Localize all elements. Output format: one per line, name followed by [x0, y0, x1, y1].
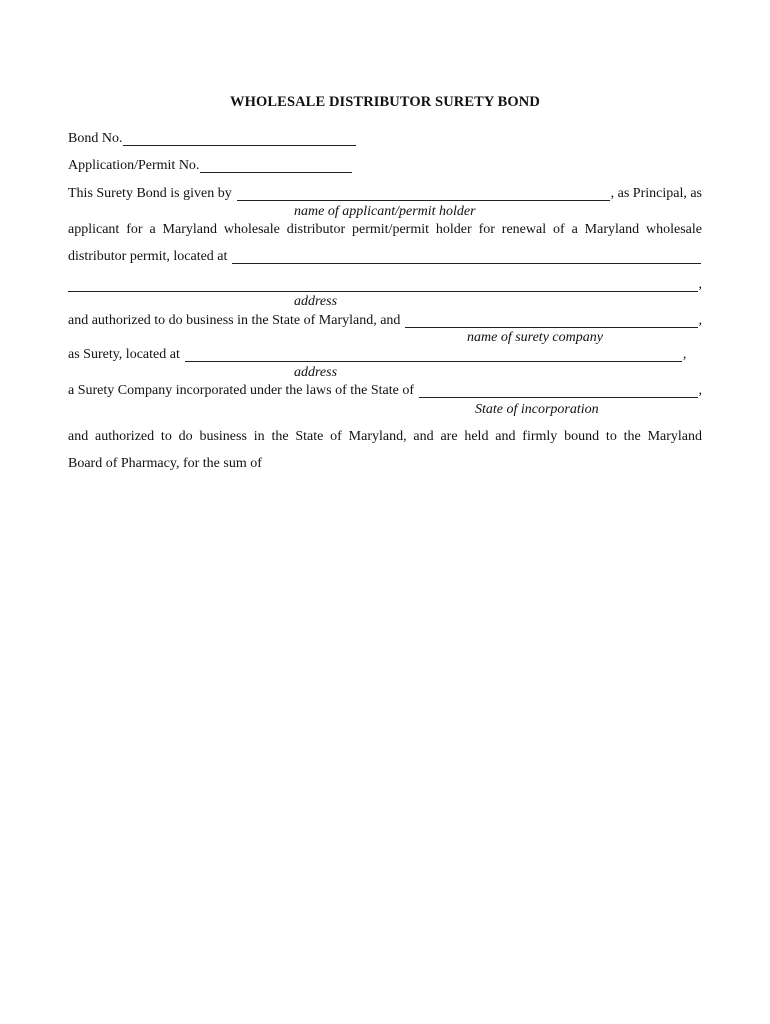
caption-address-2: address — [294, 365, 338, 380]
caption-state: State of incorporation — [475, 402, 599, 417]
applicant-line-row — [68, 221, 702, 239]
given-by-suffix: , as Principal, as — [610, 186, 702, 201]
board-text: Board of Pharmacy, for the sum of — [68, 456, 262, 471]
caption-address-1: address — [294, 294, 338, 309]
application-permit-label: Application/Permit No. — [68, 158, 200, 173]
given-by-prefix: This Surety Bond is given by — [68, 186, 232, 201]
applicant-address-field-1[interactable] — [232, 250, 701, 264]
bond-no-row — [68, 130, 702, 148]
caption-applicant: name of applicant/permit holder — [294, 204, 476, 219]
address-line-row — [68, 276, 702, 294]
caption-surety-company: name of surety company — [467, 330, 603, 345]
application-permit-row — [68, 157, 702, 175]
authorized-row — [68, 312, 702, 330]
held-bound-text: and authorized to do business in the State of Maryland, and are held and firmly bound to the Maryland — [68, 429, 702, 444]
authorized-prefix: and authorized to do business in the State of Maryland, and — [68, 313, 401, 328]
application-permit-field[interactable] — [200, 159, 352, 173]
surety-company-field[interactable] — [405, 314, 697, 328]
located-at-row — [68, 248, 702, 266]
located-at-prefix: distributor permit, located at — [68, 249, 228, 264]
surety-located-prefix: as Surety, located at — [68, 347, 180, 362]
state-of-incorporation-field[interactable] — [419, 384, 697, 398]
applicant-name-field[interactable] — [237, 187, 610, 201]
document-title: WHOLESALE DISTRIBUTOR SURETY BOND — [230, 94, 540, 110]
board-row — [68, 455, 702, 473]
authorized-comma: , — [698, 313, 702, 328]
bond-no-label: Bond No. — [68, 131, 123, 146]
incorporated-comma: , — [698, 383, 702, 398]
held-bound-row — [68, 428, 702, 446]
incorporated-prefix: a Surety Company incorporated under the laws of the State of — [68, 383, 415, 398]
applicant-line-text: applicant for a Maryland wholesale distributor permit/permit holder for renewal of a Maryland wholesale — [68, 222, 702, 237]
given-by-row — [68, 185, 702, 203]
incorporated-row — [68, 382, 702, 400]
surety-located-comma: , — [682, 347, 687, 362]
bond-no-field[interactable] — [123, 132, 356, 146]
surety-address-field[interactable] — [185, 348, 682, 362]
address-line-comma: , — [698, 277, 702, 292]
applicant-address-field-2[interactable] — [68, 278, 698, 292]
surety-located-row — [68, 346, 702, 364]
